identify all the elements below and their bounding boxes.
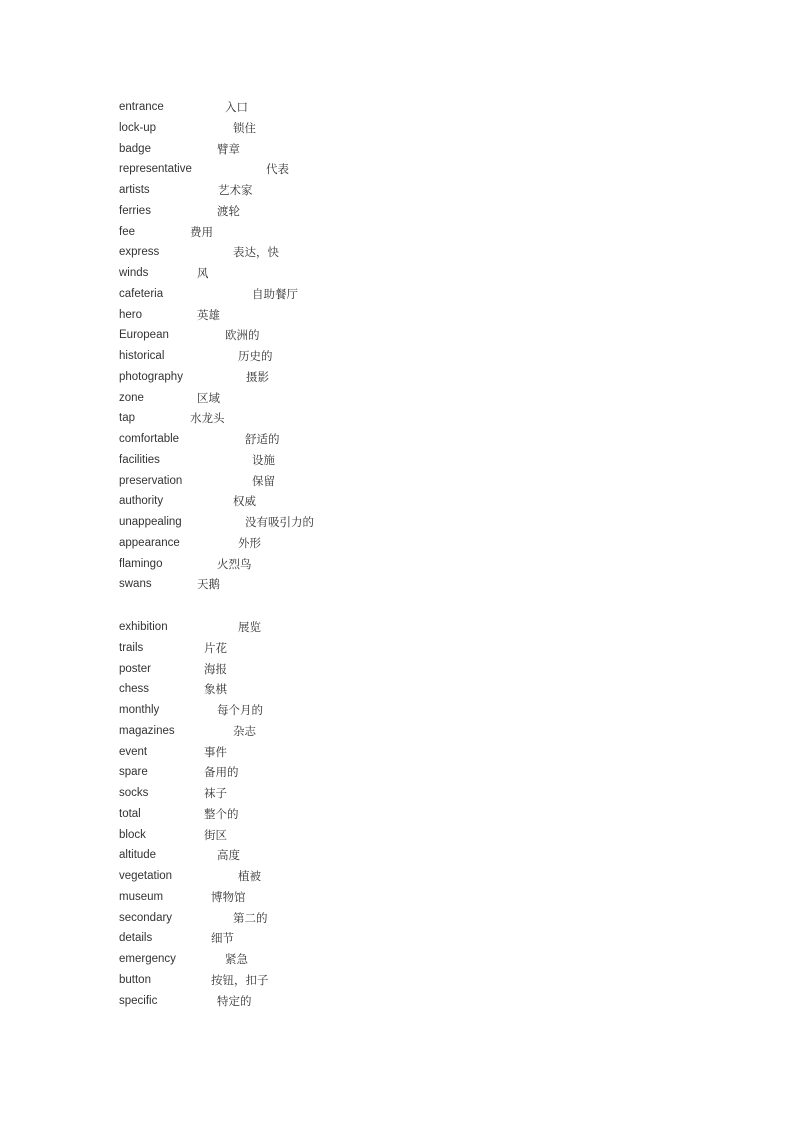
english-word: museum xyxy=(119,890,164,903)
chinese-meaning: 特定的 xyxy=(217,993,252,1008)
chinese-meaning: 片花 xyxy=(204,640,227,655)
chinese-meaning: 火烈鸟 xyxy=(217,556,252,571)
chinese-meaning: 欧洲的 xyxy=(225,328,260,343)
chinese-meaning: 紧急 xyxy=(225,952,248,966)
english-word: preservation xyxy=(119,474,183,487)
english-word: poster xyxy=(119,662,151,675)
chinese-meaning: 舒适的 xyxy=(245,432,280,446)
english-word: appearance xyxy=(119,536,180,549)
english-word: monthly xyxy=(119,704,160,716)
chinese-meaning: 杂志 xyxy=(233,723,256,738)
english-word: fee xyxy=(119,225,135,238)
english-word: express xyxy=(119,246,160,259)
english-word: swans xyxy=(119,578,152,591)
english-word: comfortable xyxy=(119,433,180,445)
chinese-meaning: 事件 xyxy=(204,744,227,759)
chinese-meaning: 权威 xyxy=(233,494,256,509)
chinese-meaning: 袜子 xyxy=(204,786,227,800)
english-word: specific xyxy=(119,994,158,1007)
english-word: authority xyxy=(119,495,164,508)
english-word: photography xyxy=(119,370,183,383)
chinese-meaning: 风 xyxy=(197,266,209,280)
english-word: total xyxy=(119,807,141,820)
english-word: emergency xyxy=(119,953,176,965)
english-word: magazines xyxy=(119,724,175,737)
chinese-meaning: 自助餐厅 xyxy=(252,286,298,301)
english-word: artists xyxy=(119,184,150,196)
english-word: tap xyxy=(119,412,135,425)
english-word: chess xyxy=(119,683,150,696)
english-word: block xyxy=(119,828,146,841)
chinese-meaning: 外形 xyxy=(238,535,261,550)
english-word: ferries xyxy=(119,204,151,217)
english-word: European xyxy=(119,329,169,342)
english-word: representative xyxy=(119,163,192,176)
chinese-meaning: 高度 xyxy=(217,848,240,863)
chinese-meaning: 象棋 xyxy=(204,682,227,697)
chinese-meaning: 第二的 xyxy=(233,910,268,925)
english-word: secondary xyxy=(119,911,173,924)
english-word: cafeteria xyxy=(119,287,164,300)
english-word: flamingo xyxy=(119,557,163,570)
chinese-meaning: 历史的 xyxy=(238,349,273,363)
english-word: trails xyxy=(119,641,144,654)
english-word: historical xyxy=(119,350,165,362)
chinese-meaning: 渡轮 xyxy=(217,203,240,218)
chinese-meaning: 代表 xyxy=(266,162,289,177)
english-word: exhibition xyxy=(119,621,168,633)
english-word: button xyxy=(119,973,151,986)
chinese-meaning: 费用 xyxy=(190,224,213,239)
chinese-meaning: 展览 xyxy=(238,620,261,634)
chinese-meaning: 备用的 xyxy=(204,765,239,780)
english-word: vegetation xyxy=(119,870,173,882)
english-word: lock-up xyxy=(119,121,157,134)
chinese-meaning: 没有吸引力的 xyxy=(245,515,314,529)
english-word: winds xyxy=(119,267,149,279)
chinese-meaning: 整个的 xyxy=(204,806,239,821)
chinese-meaning: 博物馆 xyxy=(211,889,246,904)
chinese-meaning: 表达，快 xyxy=(233,245,279,260)
english-word: hero xyxy=(119,308,143,321)
english-word: spare xyxy=(119,766,148,779)
english-word: socks xyxy=(119,787,149,799)
chinese-meaning: 锁住 xyxy=(233,120,256,135)
english-word: unappealing xyxy=(119,516,182,528)
chinese-meaning: 艺术家 xyxy=(218,183,253,197)
chinese-meaning: 街区 xyxy=(204,827,227,842)
chinese-meaning: 区域 xyxy=(197,390,220,405)
chinese-meaning: 细节 xyxy=(211,931,234,946)
english-word: entrance xyxy=(119,101,164,113)
chinese-meaning: 臂章 xyxy=(217,141,240,156)
english-word: badge xyxy=(119,142,151,155)
chinese-meaning: 按钮，扣子 xyxy=(211,972,269,987)
chinese-meaning: 摄影 xyxy=(246,369,269,384)
english-word: facilities xyxy=(119,453,160,466)
english-word: event xyxy=(119,745,148,758)
chinese-meaning: 植被 xyxy=(238,869,261,883)
chinese-meaning: 英雄 xyxy=(197,307,220,322)
chinese-meaning: 水龙头 xyxy=(190,411,225,426)
english-word: altitude xyxy=(119,849,157,862)
chinese-meaning: 每个月的 xyxy=(217,703,263,717)
chinese-meaning: 入口 xyxy=(225,100,248,114)
chinese-meaning: 天鹅 xyxy=(197,577,220,592)
english-word: zone xyxy=(119,391,144,404)
english-word: details xyxy=(119,932,153,945)
chinese-meaning: 设施 xyxy=(252,452,275,467)
chinese-meaning: 海报 xyxy=(204,661,227,676)
chinese-meaning: 保留 xyxy=(252,473,275,488)
